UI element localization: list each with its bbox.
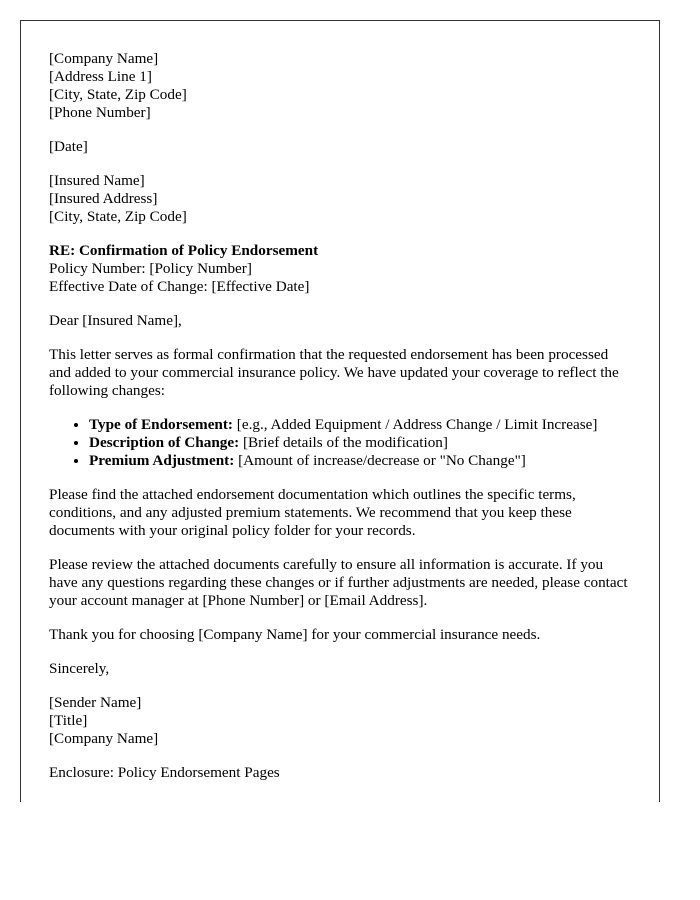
change-label: Type of Endorsement:: [89, 416, 233, 433]
signature-block: [49, 694, 631, 748]
sender-company: [Company Name]: [49, 50, 159, 67]
list-item: [89, 416, 631, 434]
list-item: [89, 452, 631, 470]
letter-date: [Date]: [49, 138, 88, 155]
changes-list: [49, 416, 631, 470]
recipient-block: [49, 172, 631, 226]
signature-title: [Title]: [49, 712, 88, 729]
change-value: [Brief details of the modification]: [239, 434, 448, 451]
policy-number: Policy Number: [Policy Number]: [49, 260, 252, 277]
intro-paragraph: This letter serves as formal confirmation that the requested endorsement has been processed and added to your commercial insurance policy. We have updated your coverage to reflect the following changes:: [49, 346, 619, 399]
signature-company: [Company Name]: [49, 730, 159, 747]
enclosure: Enclosure: Policy Endorsement Pages: [49, 764, 280, 781]
sender-phone: [Phone Number]: [49, 104, 151, 121]
signature-name: [Sender Name]: [49, 694, 142, 711]
recipient-address: [Insured Address]: [49, 190, 158, 207]
re-subject: RE: Confirmation of Policy Endorsement: [49, 242, 319, 259]
change-label: Premium Adjustment:: [89, 452, 235, 469]
letter-page: [20, 20, 660, 802]
recipient-name: [Insured Name]: [49, 172, 145, 189]
sender-city: [City, State, Zip Code]: [49, 86, 187, 103]
change-value: [Amount of increase/decrease or "No Change"]: [234, 452, 526, 469]
documentation-paragraph: Please find the attached endorsement documentation which outlines the specific terms, conditions, and any adjusted premium statements. We recommend that you keep these documents with your original policy folder for your records.: [49, 486, 576, 539]
salutation: Dear [Insured Name],: [49, 312, 182, 329]
recipient-city: [City, State, Zip Code]: [49, 208, 187, 225]
change-label: Description of Change:: [89, 434, 240, 451]
closing: Sincerely,: [49, 660, 110, 677]
change-value: [e.g., Added Equipment / Address Change / Limit Increase]: [233, 416, 598, 433]
review-paragraph: Please review the attached documents carefully to ensure all information is accurate. If you have any questions regarding these changes or if further adjustments are needed, please contact your account manager at [Phone Number] or [Email Address].: [49, 556, 628, 609]
sender-block: [49, 50, 631, 122]
re-block: [49, 242, 631, 296]
list-item: [89, 434, 631, 452]
effective-date: Effective Date of Change: [Effective Date]: [49, 278, 310, 295]
thanks-paragraph: Thank you for choosing [Company Name] for your commercial insurance needs.: [49, 626, 541, 643]
sender-address: [Address Line 1]: [49, 68, 152, 85]
